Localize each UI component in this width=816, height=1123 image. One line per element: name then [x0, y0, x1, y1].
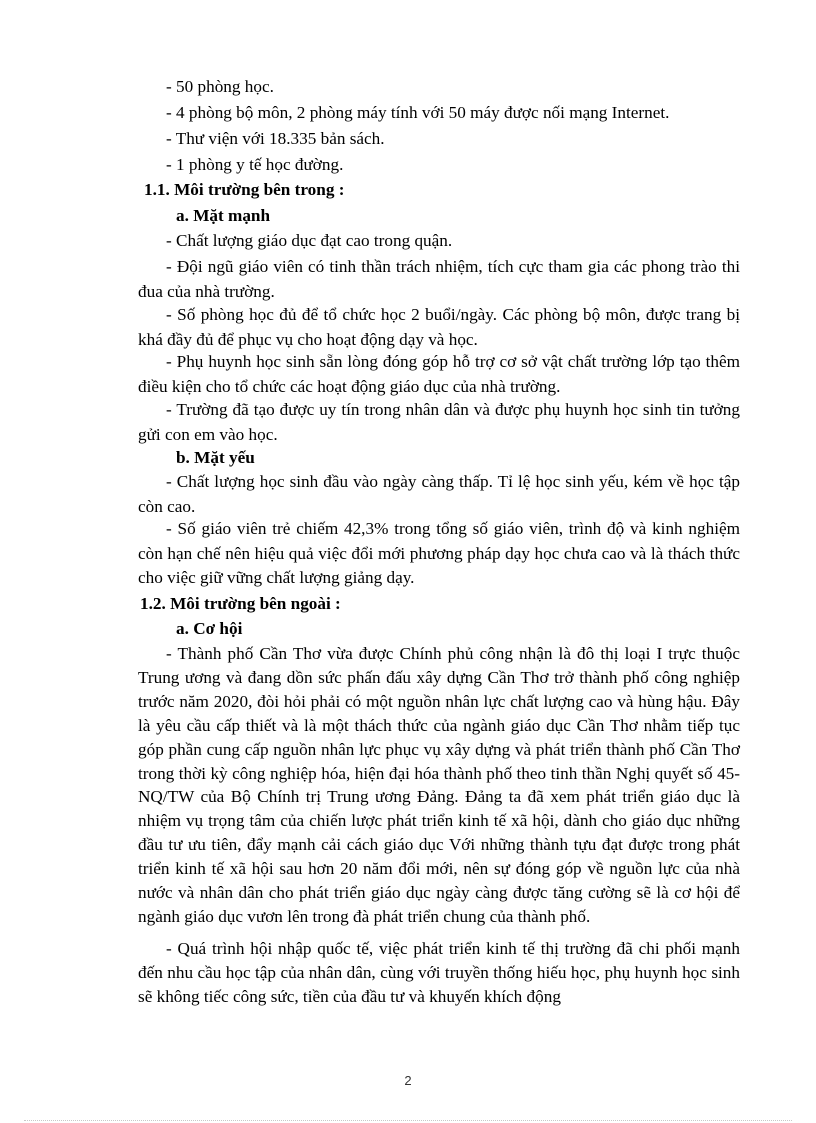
strength-item: - Trường đã tạo được uy tín trong nhân dân và được phụ huynh học sinh tin tưởng gửi con em vào học.	[138, 400, 740, 444]
facility-item: - 50 phòng học.	[166, 77, 274, 96]
facility-item: - 1 phòng y tế học đường.	[166, 154, 344, 174]
section-heading-internal: 1.1. Môi trường bên trong :	[144, 180, 345, 199]
strength-item: - Chất lượng giáo dục đạt cao trong quận.	[166, 231, 453, 250]
strength-item: - Số phòng học đủ để tổ chức học 2 buổi/ngày. Các phòng bộ môn, được trang bị khá đầy đủ để phục vụ cho hoạt động dạy và học.	[138, 305, 740, 349]
page-number: 2	[404, 1073, 412, 1088]
weakness-item: - Chất lượng học sinh đầu vào ngày càng thấp. Tỉ lệ học sinh yếu, kém về học tập còn cao.	[138, 472, 740, 516]
facility-list	[166, 75, 740, 178]
strength-item: - Đội ngũ giáo viên có tinh thần trách nhiệm, tích cực tham gia các phong trào thi đua của nhà trường.	[138, 257, 740, 301]
opportunity-item: - Quá trình hội nhập quốc tế, việc phát triển kinh tế thị trường đã chi phối mạnh đến nhu cầu học tập của nhân dân, cùng với truyền thống hiếu học, phụ huynh học sinh sẽ không tiếc công sức, tiền của đầu tư và khuyến khích động	[138, 939, 740, 1006]
subheading-opportunities: a. Cơ hội	[176, 619, 243, 638]
facility-item: - 4 phòng bộ môn, 2 phòng máy tính với 50 máy được nối mạng Internet.	[166, 102, 670, 122]
weakness-item: - Số giáo viên trẻ chiếm 42,3% trong tổng số giáo viên, trình độ và kinh nghiệm còn hạn chế nên hiệu quả việc đổi mới phương pháp dạy học chưa cao và là thách thức cho việc giữ vững chất lượng giảng dạy.	[138, 519, 740, 588]
page-bottom-divider	[24, 1120, 792, 1121]
subheading-strengths: a. Mặt mạnh	[176, 206, 271, 225]
section-heading-external: 1.2. Môi trường bên ngoài :	[140, 594, 341, 613]
facility-item: - Thư viện với 18.335 bản sách.	[166, 128, 385, 148]
subheading-weaknesses: b. Mặt yếu	[176, 448, 255, 467]
strength-item: - Phụ huynh học sinh sẵn lòng đóng góp hỗ trợ cơ sở vật chất trường lớp tạo thêm điều kiện cho tổ chức các hoạt động giáo dục của nhà trường.	[138, 352, 740, 396]
opportunity-item: - Thành phố Cần Thơ vừa được Chính phủ công nhận là đô thị loại I trực thuộc Trung ương và đang dồn sức phấn đấu xây dựng Cần Thơ trở thành phố công nghiệp trước năm 2020, đòi hỏi phải có một nguồn nhân lực chất lượng cao và hùng hậu. Đây là yêu cầu cấp thiết và là một thách thức của ngành giáo dục Cần Thơ nhằm tiếp tục góp phần cung cấp nguồn nhân lực phục vụ xây dựng và phát triển thành phố Cần Thơ trong thời kỳ công nghiệp hóa, hiện đại hóa thành phố theo tinh thần Nghị quyết số 45-NQ/TW của Bộ Chính trị Trung ương Đảng. Đảng ta đã xem phát triển giáo dục là nhiệm vụ trọng tâm của chiến lược phát triển kinh tế xã hội, dành cho giáo dục những đầu tư ưu tiên, đẩy mạnh cải cách giáo dục Với những thành tựu đạt được trong phát triển kinh tế xã hội sau hơn 20 năm đổi mới, nên sự đóng góp về nguồn lực của nhà nước và nhân dân cho phát triển giáo dục ngày càng được tăng cường sẽ là cơ hội để ngành giáo dục vươn lên trong đà phát triển chung của thành phố.	[138, 644, 740, 926]
